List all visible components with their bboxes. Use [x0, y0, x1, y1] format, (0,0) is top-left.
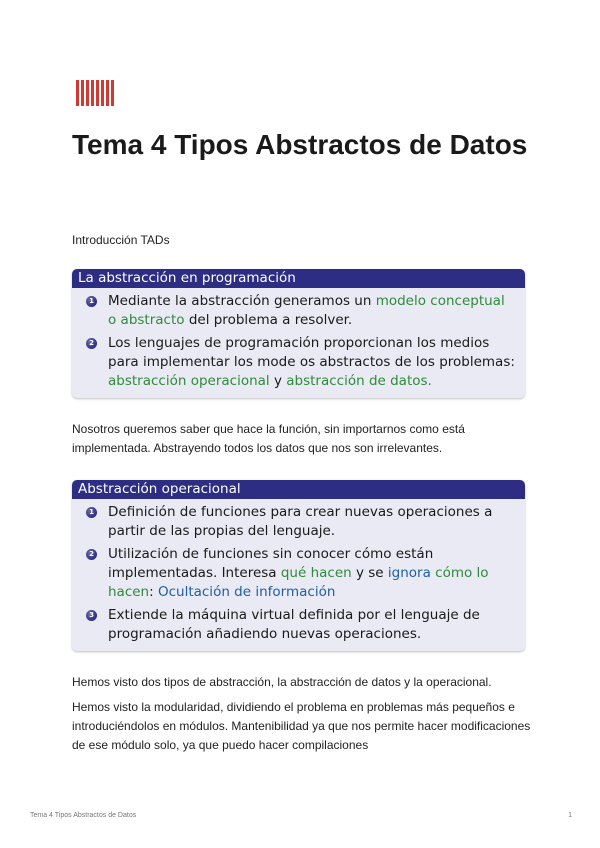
block-body [72, 288, 525, 398]
paragraph-abstraction-types: Hemos visto dos tipos de abstracción, la abstracción de datos y la operacional. [72, 675, 492, 689]
highlighted-term: ignora [387, 565, 431, 581]
item-text: Mediante la abstracción generamos un [108, 293, 376, 309]
highlighted-term: abstracción de datos. [286, 373, 432, 389]
barcode-logo-icon [76, 80, 114, 106]
item-text: del problema a resolver. [184, 312, 353, 328]
item-text: Los lenguajes de programación proporcionan los medios para implementar los mode os abstractos de los problemas: [108, 335, 515, 370]
block-operational-abstraction [72, 480, 525, 651]
list-item [86, 292, 515, 330]
item-text: : [149, 584, 158, 600]
footer-title: Tema 4 Tipos Abstractos de Datos [30, 812, 137, 819]
item-text: Extiende la máquina virtual definida por el lenguaje de programación añadiendo nuevas operaciones. [108, 607, 480, 642]
block-heading: La abstracción en programación [72, 269, 525, 288]
list-item [86, 606, 515, 644]
highlighted-term: cómo lo hacen [108, 565, 489, 600]
page-number: 1 [568, 812, 572, 819]
highlighted-term: abstracción operacional [108, 373, 270, 389]
numbered-bullet-icon: 1 [86, 507, 97, 518]
numbered-bullet-icon: 3 [86, 610, 97, 621]
item-text: Utilización de funciones sin conocer cómo están implementadas. Interesa [108, 546, 434, 581]
numbered-bullet-icon: 2 [86, 338, 97, 349]
numbered-bullet-icon: 1 [86, 296, 97, 307]
block-body [72, 499, 525, 651]
highlighted-term: modelo conceptual o abstracto [108, 293, 505, 328]
item-text: y [269, 373, 287, 389]
highlighted-term: qué hacen [280, 565, 352, 581]
page-subtitle: Introducción TADs [72, 233, 170, 247]
paragraph-function: Nosotros queremos saber que hace la función, sin importarnos como está implementada. Abstrayendo todos los datos que nos son irrelevantes. [72, 422, 465, 455]
paragraph-modularity: Hemos visto la modularidad, dividiendo el problema en problemas más pequeños e introduciéndolos en módulos. Mantenibilidad ya que nos permite hacer modificaciones de ese módulo solo, ya que puedo hacer compilaciones [72, 700, 531, 752]
highlighted-term: Ocultación de información [157, 584, 336, 600]
item-text: y se [351, 565, 388, 581]
block-abstraction-programming [72, 269, 525, 398]
page-title: Tema 4 Tipos Abstractos de Datos [72, 129, 528, 160]
list-item [86, 545, 515, 602]
item-text: Definición de funciones para crear nuevas operaciones a partir de las propias del lenguaje. [108, 504, 493, 539]
numbered-bullet-icon: 2 [86, 549, 97, 560]
list-item [86, 334, 515, 391]
list-item [86, 503, 515, 541]
block-heading: Abstracción operacional [72, 480, 525, 499]
